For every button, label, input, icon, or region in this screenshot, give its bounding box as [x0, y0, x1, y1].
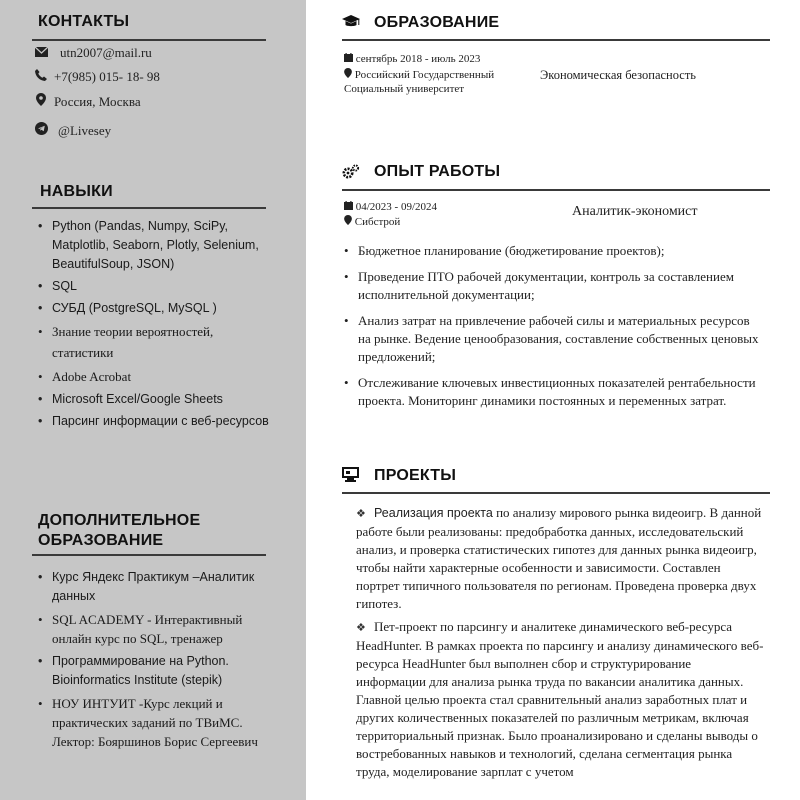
experience-dates-text: 04/2023 - 09/2024: [355, 201, 438, 213]
course-item: • Программирование на Python. Bioinformatics Institute (stepik): [38, 652, 272, 690]
calendar-icon: [344, 53, 356, 65]
skills-heading: НАВЫКИ: [40, 183, 113, 200]
extra-education-heading-line1: ДОПОЛНИТЕЛЬНОЕ: [38, 512, 201, 529]
extra-education-heading: [38, 511, 200, 551]
telegram-text: @Livesey: [58, 122, 112, 138]
project-2-text: Пет-проект по парсингу и аналитеке динамического веб-ресурса HeadHunter. В рамках проекта по парсингу и анализу динамического веб-ресурса HeadHunter был выполнен сбор и структурирование информации для анализа рынка труда по вакансии аналитика данных. Главной целью проекта стал сравнительный анализ заработных плат и других количественных показателей по различным метрикам, включая территориальный признак. Было проанализировано и сделаны выводы о востребованных навыков и технологий, сделана сегментация рынка труда, моделирование зарплат с учетом: [356, 619, 764, 779]
skill-item: • Python (Pandas, Numpy, SciPy, Matplotlib, Seaborn, Plotly, Selenium, BeautifulSoup, JSON): [38, 217, 270, 274]
skill-item: • Парсинг информации с веб-ресурсов: [38, 412, 270, 431]
position-title: Аналитик-экономист: [572, 204, 698, 219]
experience-dates: [344, 200, 437, 214]
education-dates-text: сентябрь 2018 - июль 2023: [355, 53, 481, 65]
diamond-bullet-icon: ❖: [356, 622, 366, 634]
map-marker-icon: [32, 93, 50, 110]
responsibility-item: • Проведение ПТО рабочей документации, контроль за составлением исполнительной документации;: [344, 268, 764, 304]
education-heading: ОБРАЗОВАНИЕ: [374, 14, 500, 31]
contacts-divider: [32, 39, 266, 41]
contact-location: [32, 93, 141, 110]
phone-text: +7(985) 015- 18- 98: [54, 69, 160, 84]
sidebar: [0, 0, 306, 800]
experience-divider: [342, 189, 770, 191]
skills-list: [38, 217, 270, 434]
telegram-icon: [32, 122, 50, 139]
phone-icon: [32, 69, 50, 85]
gears-icon: [342, 164, 360, 185]
skills-divider: [32, 207, 266, 209]
main-content: [306, 0, 800, 800]
diamond-bullet-icon: ❖: [356, 508, 366, 520]
education-specialty: Экономическая безопасность: [540, 68, 696, 82]
projects-heading: ПРОЕКТЫ: [374, 467, 457, 484]
skill-item: • Adobe Acrobat: [38, 366, 270, 387]
education-institution: [344, 68, 494, 96]
responsibility-item: • Бюджетное планирование (бюджетирование проектов);: [344, 242, 764, 260]
company-text: Сибстрой: [354, 216, 401, 228]
education-divider: [342, 39, 770, 41]
institution-line1: Российский Государственный: [354, 69, 495, 81]
project-1-lead: Реализация проекта: [374, 506, 493, 520]
experience-company: [344, 215, 400, 229]
email-text: utn2007@mail.ru: [60, 45, 152, 60]
contact-email: [32, 45, 152, 61]
responsibility-item: • Анализ затрат на привлечение рабочей силы и материальных ресурсов на рынке. Ведение ценообразования, составление собственных ценовых предложений;: [344, 312, 764, 366]
contacts-heading: КОНТАКТЫ: [38, 13, 130, 30]
experience-heading: ОПЫТ РАБОТЫ: [374, 163, 501, 180]
presentation-board-icon: [342, 467, 359, 487]
institution-line2: Социальный университет: [344, 83, 465, 95]
map-marker-icon: [344, 216, 355, 228]
skill-item: • SQL: [38, 277, 270, 296]
course-item: • НОУ ИНТУИТ -Курс лекций и практических заданий по ТВиМС. Лектор: Бояршинов Борис Сергеевич: [38, 694, 272, 751]
course-item: • SQL ACADEMY - Интерактивный онлайн курс по SQL, тренажер: [38, 610, 272, 648]
location-text: Россия, Москва: [54, 93, 141, 109]
project-item-2: [356, 618, 764, 781]
extra-education-heading-line2: ОБРАЗОВАНИЕ: [38, 532, 164, 549]
course-item: • Курс Яндекс Практикум –Аналитик данных: [38, 568, 272, 606]
project-1-text: по анализу мирового рынка видеоигр. В данной работе были реализованы: предобработка данных, исследовательский анализ, и проверка статистических гипотез для данных рынка видеоигр, чтобы найти характерные особенности и зависимости. Составлен портрет типичного пользователя по регионам. Проведена проверка двух гипотез.: [356, 505, 762, 611]
skill-item: • Знание теории вероятностей, статистики: [38, 321, 270, 363]
project-item-1: [356, 504, 764, 613]
responsibilities-list: [344, 242, 764, 418]
projects-divider: [342, 492, 770, 494]
education-dates: [344, 52, 480, 66]
extra-education-divider: [32, 554, 266, 556]
contact-phone: [32, 69, 160, 85]
map-marker-icon: [344, 69, 355, 81]
graduation-cap-icon: [342, 15, 360, 34]
responsibility-item: • Отслеживание ключевых инвестиционных показателей рентабельности проекта. Мониторинг динамики постоянных и переменных затрат.: [344, 374, 764, 410]
skill-item: • Microsoft Excel/Google Sheets: [38, 390, 270, 409]
envelope-icon: [32, 45, 50, 61]
extra-education-list: [38, 568, 272, 755]
calendar-icon: [344, 201, 356, 213]
skill-item: • СУБД (PostgreSQL, MySQL ): [38, 299, 270, 318]
contact-telegram: [32, 122, 111, 139]
